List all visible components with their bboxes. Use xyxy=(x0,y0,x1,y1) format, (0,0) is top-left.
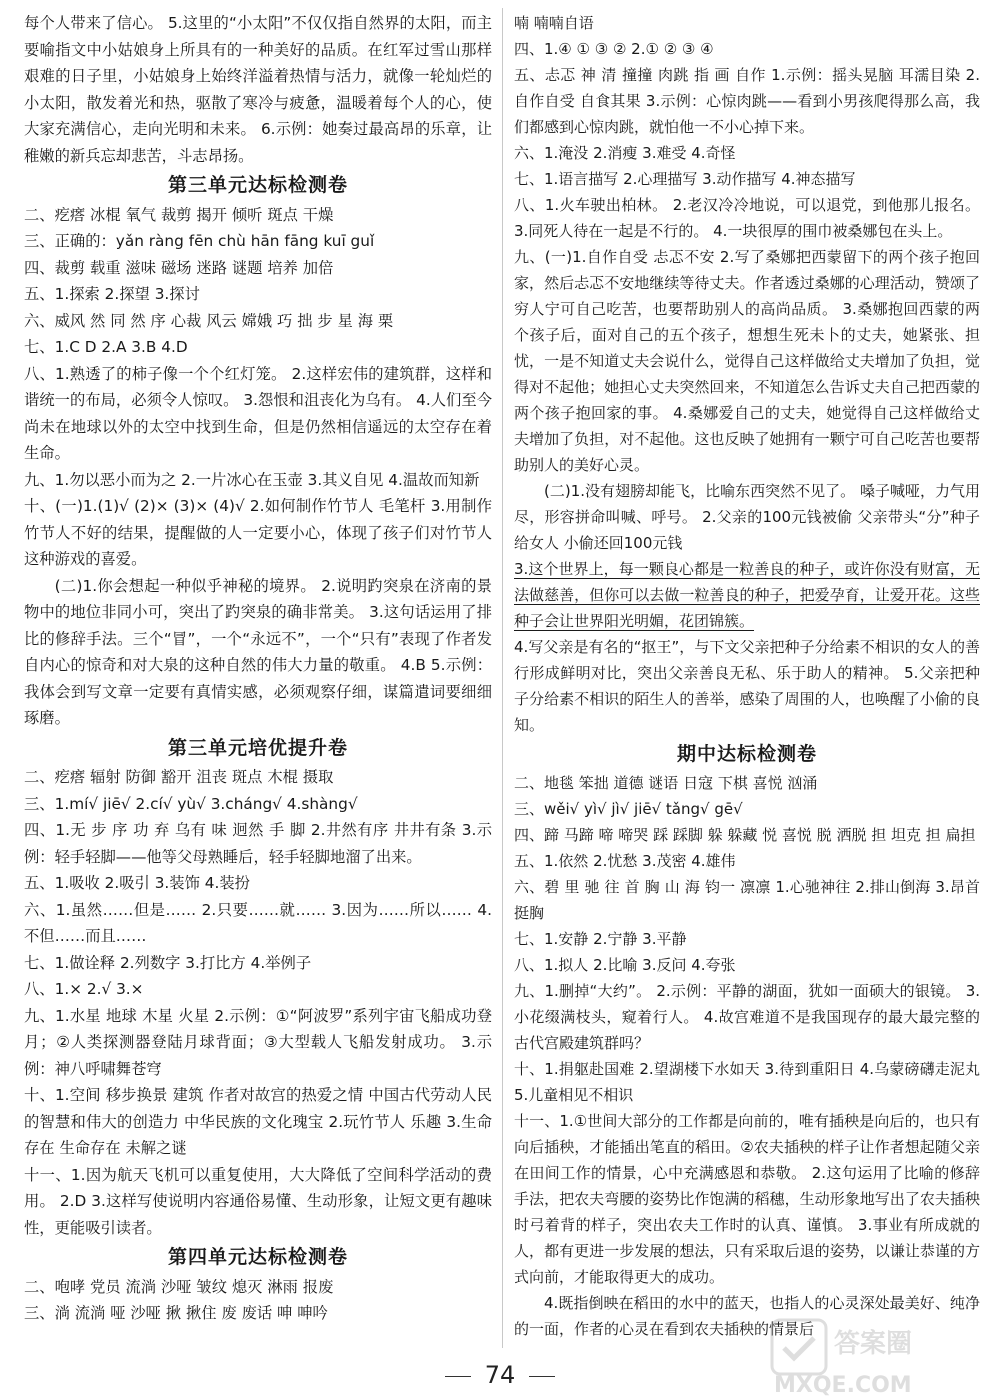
page-number: 74 xyxy=(0,1360,1000,1390)
section-heading: 期中达标检测卷 xyxy=(676,743,817,765)
answer-line: 七、1.做诠释 2.列数字 3.打比方 4.举例子 xyxy=(24,953,312,972)
section-heading: 第四单元达标检测卷 xyxy=(167,1246,348,1268)
answer-line: 八、1.熟透了的柿子像一个个红灯笼。 2.这样宏伟的建筑群，这样和谐统一的布局，必须令人惊叹。 3.怨恨和沮丧化为乌有。 4.人们至今尚未在地球以外的太空中找到生命，但是仍然相信遥远的太空存在着生命。 xyxy=(24,364,492,462)
answer-line: 三、wěi√ yì√ jì√ jiē√ tǎng√ gē√ xyxy=(514,800,743,818)
answer-line: 喃 喃喃自语 xyxy=(514,14,594,32)
answer-line: 九、(一)1.自作自受 忐忑不安 2.写了桑娜把西蒙留下的两个孩子抱回家，然后忐忑不安地继续等待丈夫。作者透过桑娜的心理活动，赞颂了穷人宁可自己吃苦，也要帮助别人的高尚品质。 3.桑娜抱回西蒙的两个孩子后，面对自己的五个孩子，想想生死未卜的丈夫，她紧张、担忧，一是不知道丈夫会说什么，觉得自己这样做给丈夫增加了负担，觉得对不起他；她担心丈夫突然回来，不知道怎么告诉丈夫自己把西蒙的两个孩子抱回家的事。 4.桑娜爱自己的丈夫，她觉得自己这样做给丈夫增加了负担，对不起他。这也反映了她拥有一颗宁可自己吃苦也要帮助别人的美好心灵。 xyxy=(514,248,980,474)
answer-line: 八、1.火车驶出柏林。 2.老汉冷冷地说，可以退党，到他那儿报名。 3.同死人待在一起是不行的。 4.一块很厚的围巾被桑娜包在头上。 xyxy=(514,196,980,240)
right-column xyxy=(514,10,980,1342)
answer-line: 五、忐忑 神 清 撞撞 肉跳 指 画 自作 1.示例：摇头晃脑 耳濡目染 2.自作自受 自食其果 3.示例：心惊肉跳——看到小男孩爬得那么高，我们都感到心惊肉跳，就怕他一不小心掉下来。 xyxy=(514,66,980,136)
answer-line: 四、1.④ ① ③ ② 2.① ② ③ ④ xyxy=(514,40,714,58)
answer-line: 十、(一)1.(1)√ (2)× (3)× (4)√ 2.如何制作竹节人 毛笔杆 3.用制作竹节人不好的结果，提醒做的人一定要小心，体现了孩子们对竹节人这种游戏的喜爱。 xyxy=(24,497,492,568)
answer-line: 九、1.删掉“大约”。 2.示例：平静的湖面，犹如一面硕大的银镜。 3.小花缀满枝头，窥着行人。 4.故宫难道不是我国现存的最大最完整的古代宫殿建筑群吗？ xyxy=(514,982,980,1052)
answer-line: 六、1.虽然……但是…… 2.只要……就…… 3.因为……所以…… 4.不但……而且…… xyxy=(24,900,492,945)
underlined-answer: 3.这个世界上，每一颗良心都是一粒善良的种子，或许你没有财富，无法做慈善，但你可以去做一粒善良的种子，把爱孕育，让爱开花。这些种子会让世界阳光明媚，花团锦簇。 xyxy=(514,560,980,630)
answer-line: 九、1.水星 地球 木星 火星 2.示例：①“阿波罗”系列宇宙飞船成功登月；②人类探测器登陆月球背面；③大型载人飞船发射成功。 3.示例：神八呼啸舞苍穹 xyxy=(24,1006,492,1078)
answer-line: 七、1.C D 2.A 3.B 4.D xyxy=(24,338,188,356)
answer-line: 十一、1.①世间大部分的工作都是向前的，唯有插秧是向后的，也只有向后插秧，才能插出笔直的稻田。②农夫插秧的样子让作者想起随父亲在田间工作的情景，心中充满感恩和恭敬。 2.这句运用了比喻的修辞手法，把农夫弯腰的姿势比作饱满的稻穗，生动形象地写出了农夫插秧时弓着背的样子，突出农夫工作时的认真、谨慎。 3.事业有所成就的人，都有更进一步发展的想法，只有采取后退的姿势，以谦让恭谨的方式向前，才能取得更大的成功。 xyxy=(514,1112,980,1286)
answer-line: 三、淌 流淌 哑 沙哑 揪 揪住 废 废话 呻 呻吟 xyxy=(24,1304,328,1322)
answer-line: (二)1.没有翅膀却能飞，比喻东西突然不见了。 嗓子喊哑，力气用尽，形容拼命叫喊、呼号。 2.父亲的100元钱被偷 父亲带头“分”种子给女人 小偷还回100元钱 xyxy=(514,482,980,552)
left-column xyxy=(24,10,492,1327)
answer-line: 二、疙瘩 辐射 防御 豁开 沮丧 斑点 木棍 摄取 xyxy=(24,768,334,786)
answer-line: 四、裁剪 载重 滋味 磁场 迷路 谜题 培养 加倍 xyxy=(24,258,334,277)
answer-line: 九、1.勿以恶小而为之 2.一片冰心在玉壶 3.其义自见 4.温故而知新 xyxy=(24,470,480,489)
answer-line: 八、1.拟人 2.比喻 3.反问 4.夸张 xyxy=(514,956,736,974)
answer-line: 4.既指倒映在稻田的水中的蓝天，也指人的心灵深处最美好、纯净的一面，作者的心灵在看到农夫插秧的情景后 xyxy=(514,1294,980,1338)
answer-line: 三、正确的：yǎn ràng fēn chù hān fāng kuī guǐ xyxy=(24,232,375,250)
watermark-logo xyxy=(770,1318,994,1396)
answer-line: 六、1.淹没 2.消瘦 3.难受 4.奇怪 xyxy=(514,144,736,162)
answer-line: 二、咆哮 党员 流淌 沙哑 皱纹 熄灭 淋雨 报废 xyxy=(24,1277,334,1296)
answer-line: 四、蹄 马蹄 啼 啼哭 踩 踩脚 躲 躲藏 悦 喜悦 脱 洒脱 担 坦克 担 扁担 xyxy=(514,826,976,844)
answer-line: 二、地毯 笨拙 道德 谜语 日寇 下棋 喜悦 汹涌 xyxy=(514,774,818,792)
answer-line: 八、1.× 2.√ 3.× xyxy=(24,980,144,998)
answer-line: 四、1.无 步 序 功 弃 乌有 味 迥然 手 脚 2.井然有序 井井有条 3.示例：轻手轻脚——他等父母熟睡后，轻手轻脚地溜了出来。 xyxy=(24,821,492,866)
answer-line: 十、1.捐躯赴国难 2.望湖楼下水如天 3.待到重阳日 4.乌蒙磅礴走泥丸 5.儿童相见不相识 xyxy=(514,1060,980,1104)
answer-line: 4.写父亲是有名的“抠王”，与下文父亲把种子分给素不相识的女人的善行形成鲜明对比，突出父亲善良无私、乐于助人的精神。 5.父亲把种子分给素不相识的陌生人的善举，感染了周围的人，也唤醒了小偷的良知。 xyxy=(514,638,980,734)
answer-line: 五、1.探索 2.探望 3.探讨 xyxy=(24,285,200,303)
answer-line: 七、1.安静 2.宁静 3.平静 xyxy=(514,930,687,948)
answer-line: 六、威风 然 同 然 序 心裁 风云 嫦娥 巧 拙 步 星 海 栗 xyxy=(24,311,394,330)
answer-line: 七、1.语言描写 2.心理描写 3.动作描写 4.神态描写 xyxy=(514,170,856,188)
answer-line: 五、1.吸收 2.吸引 3.装饰 4.装扮 xyxy=(24,874,250,892)
answer-line: 十、1.空间 移步换景 建筑 作者对故宫的热爱之情 中国古代劳动人民的智慧和伟大的创造力 中华民族的文化瑰宝 2.玩竹节人 乐趣 3.生命存在 生命存在 未解之谜 xyxy=(24,1086,492,1157)
answer-line: 五、1.依然 2.忧愁 3.茂密 4.雄伟 xyxy=(514,852,736,870)
answer-line: 十一、1.因为航天飞机可以重复使用，大大降低了空间科学活动的费用。 2.D 3.这样写使说明内容通俗易懂、生动形象，让短文更有趣味性，更能吸引读者。 xyxy=(24,1165,492,1237)
answer-line: 六、碧 里 驰 往 首 胸 山 海 钧一 凛凛 1.心驰神往 2.排山倒海 3.昂首挺胸 xyxy=(514,878,980,922)
section-heading: 第三单元达标检测卷 xyxy=(167,174,348,196)
answer-line: (二)1.你会想起一种似乎神秘的境界。 2.说明趵突泉在济南的景物中的地位非同小可，突出了趵突泉的确非常美。 3.这句话运用了排比的修辞手法。三个“冒”，一个“永远不”，一个“只有”表现了作者发自内心的惊奇和对大泉的这种自然的伟大力量的敬重。 4.B 5.示例：我体会到写文章一定要有真情实感，必须观察仔细，谋篇遣词要细细琢磨。 xyxy=(24,576,492,727)
answer-line: 三、1.mí√ jiē√ 2.cí√ yù√ 3.cháng√ 4.shàng√ xyxy=(24,794,358,813)
watermark-line1: 答案圈 xyxy=(834,1329,913,1359)
watermark-line2: MXQE.COM xyxy=(774,1373,912,1396)
answer-line: 每个人带来了信心。 5.这里的“小太阳”不仅仅指自然界的太阳，而主要喻指文中小姑娘身上所具有的一种美好的品质。在红军过雪山那样艰难的日子里，小姑娘身上始终洋溢着热情与活力，就像一轮灿烂的小太阳，散发着光和热，驱散了寒冷与疲惫，温暖着每个人的心，使大家充满信心，走向光明和未来。 6.示例：她奏过最高昂的乐章，让稚嫩的新兵忘却悲苦，斗志昂扬。 xyxy=(24,14,492,165)
section-heading: 第三单元培优提升卷 xyxy=(167,736,348,759)
answer-line: 二、疙瘩 冰棍 氧气 裁剪 揭开 倾听 斑点 干燥 xyxy=(24,205,334,224)
column-divider xyxy=(502,8,503,1348)
